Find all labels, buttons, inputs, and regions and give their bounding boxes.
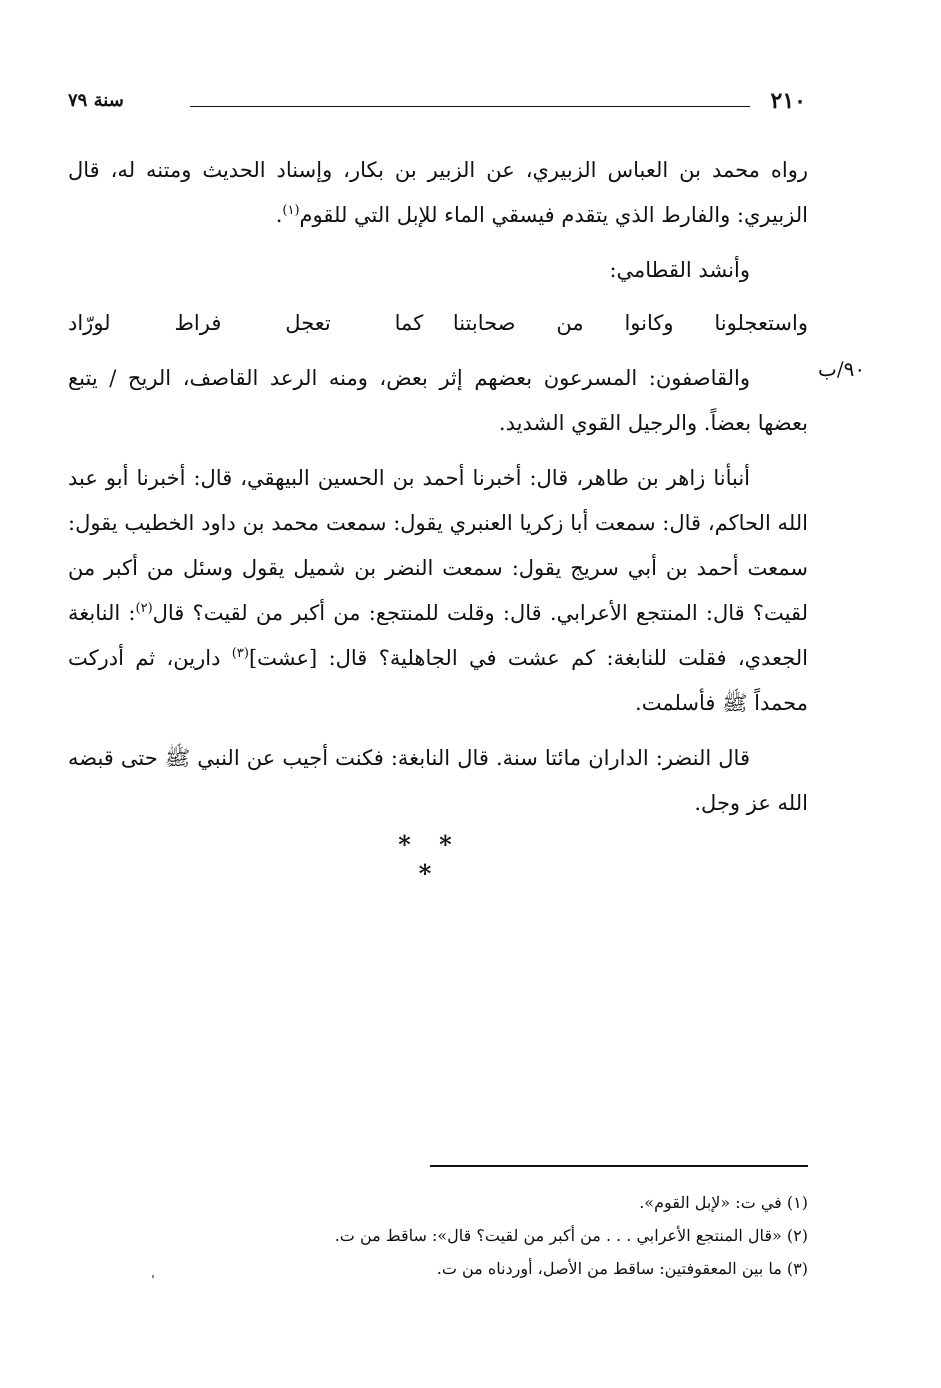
paragraph-2: والقاصفون: المسرعون بعضهم إثر بعض، ومنه الرعد القاصف، الريح / يتبع بعضها بعضاً. والرجيل القوي الشديد.	[68, 366, 808, 435]
footnote-3: (٣) ما بين المعقوفتين: ساقط من الأصل، أوردناه من ت.	[436, 1259, 808, 1278]
paragraph-4: قال النضر: الداران مائتا سنة. قال النابغة: فكنت أجيب عن النبي ﷺ حتى قبضه الله عز وجل.	[68, 746, 808, 815]
paper-speck	[152, 1275, 154, 1278]
footnote-ref-3: (٣)	[231, 646, 249, 661]
footnote-ref-1: (١)	[282, 203, 300, 218]
footnote-rule	[430, 1165, 808, 1167]
page-number: ٢١٠	[770, 88, 806, 114]
manuscript-folio-note: ٩٠/ب	[818, 357, 866, 381]
footnote-ref-2: (٢)	[135, 601, 153, 616]
header-rule	[190, 106, 750, 107]
footnotes	[160, 1186, 808, 1285]
paragraph-3	[68, 456, 808, 726]
footnote-1: (١) في ت: «لإبل القوم».	[639, 1193, 808, 1212]
poem-intro: وأنشد القطامي:	[609, 258, 750, 282]
poem-verse	[68, 301, 808, 346]
section-separator: * * *	[398, 830, 462, 888]
paragraph-3-text-c: دارين، ثم أدركت محمداً ﷺ فأسلمت.	[68, 646, 808, 715]
running-head: سنة ٧٩	[68, 90, 124, 111]
footnote-2: (٢) «قال المنتجع الأعرابي . . . من أكبر من لقيت؟ قال»: ساقط من ت.	[334, 1226, 808, 1245]
paragraph-1	[68, 148, 808, 238]
main-text	[68, 148, 808, 836]
poem-second-hemistich: كما تعجل فراط لورّاد	[68, 311, 424, 335]
paragraph-3-text-b: : النابغة الجعدي، فقلت للنابغة: كم عشت في الجاهلية؟ قال: [عشت]	[68, 601, 809, 670]
paragraph-1-end: .	[275, 203, 283, 227]
page-header	[68, 88, 806, 122]
poem-first-hemistich: واستعجلونا وكانوا من صحابتنا	[452, 311, 808, 335]
paragraph-1-text: رواه محمد بن العباس الزبيري، عن الزبير بن بكار، وإسناد الحديث ومتنه له، قال الزبيري: والفارط الذي يتقدم فيسقي الماء للإبل التي للقوم	[68, 158, 808, 227]
paragraph-3-text-a: أنبأنا زاهر بن طاهر، قال: أخبرنا أحمد بن الحسين البيهقي، قال: أخبرنا أبو عبد الله الحاكم، قال: سمعت أبا زكريا العنبري يقول: سمعت محمد بن داود الخطيب يقول: سمعت أحمد بن أبي سريج يقول: سمعت النضر بن شميل يقول وسئل من أكبر من لقيت؟ قال: المنتجع الأعرابي. قال: وقلت للمنتجع: من أكبر من لقيت؟ قال	[68, 466, 808, 625]
